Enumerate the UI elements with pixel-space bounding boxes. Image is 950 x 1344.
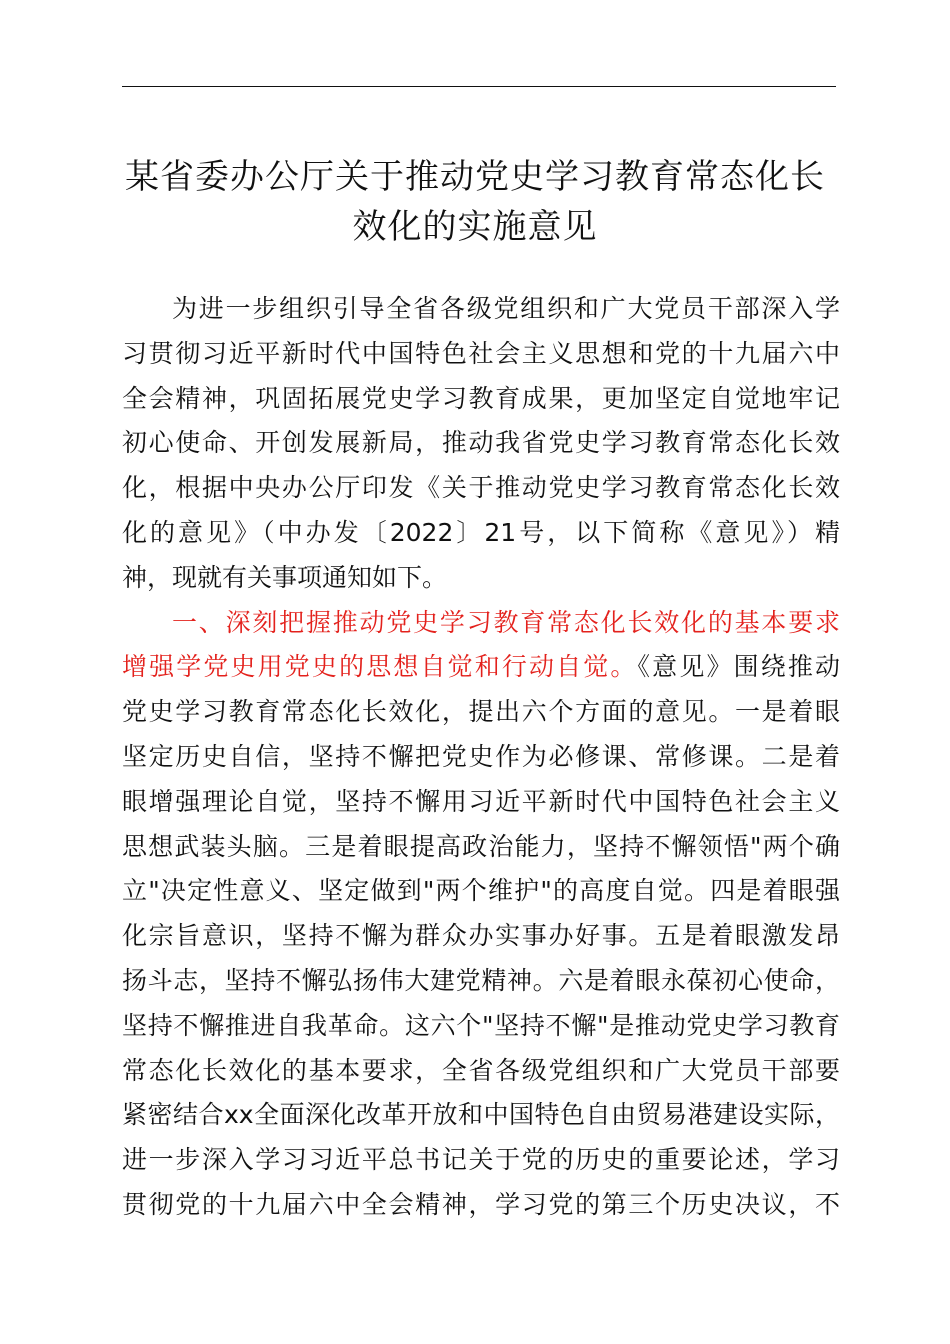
paragraph-line: 党史学习教育常态化长效化，提出六个方面的意见。一是着眼 [122, 697, 840, 727]
document-body [122, 287, 840, 1228]
document-title [100, 152, 850, 252]
paragraph-intro [122, 287, 840, 601]
paragraph-line: 扬斗志，坚持不懈弘扬伟大建党精神。六是着眼永葆初心使命， [122, 965, 840, 995]
paragraph-line: 神，现就有关事项通知如下。 [122, 562, 448, 592]
section-heading-line: 增强学党史用党史的思想自觉和行动自觉。 [122, 652, 638, 682]
paragraph-text: 《意见》围绕推动 [637, 652, 840, 682]
paragraph-line: 常态化长效化的基本要求，全省各级党组织和广大党员干部要 [122, 1055, 840, 1085]
paragraph-line: 紧密结合xx全面深化改革开放和中国特色自由贸易港建设实际， [122, 1100, 840, 1130]
header-rule [122, 86, 836, 87]
paragraph-line: 化的意见》（中办发〔2022〕21号，以下简称《意见》）精 [122, 517, 840, 547]
paragraph-line: 思想武装头脑。三是着眼提高政治能力，坚持不懈领悟"两个确 [122, 831, 840, 861]
paragraph-line: 眼增强理论自觉，坚持不懈用习近平新时代中国特色社会主义 [122, 786, 840, 816]
paragraph-line: 全会精神，巩固拓展党史学习教育成果，更加坚定自觉地牢记 [122, 383, 840, 413]
paragraph-line: 进一步深入学习习近平总书记关于党的历史的重要论述，学习 [122, 1145, 840, 1175]
paragraph-line: 坚持不懈推进自我革命。这六个"坚持不懈"是推动党史学习教育 [122, 1010, 840, 1040]
title-line-2: 效化的实施意见 [352, 207, 598, 247]
paragraph-line: 化宗旨意识，坚持不懈为群众办实事办好事。五是着眼激发昂 [122, 921, 840, 951]
section-heading-line: 一、深刻把握推动党史学习教育常态化长效化的基本要求 [172, 607, 840, 637]
paragraph-line: 坚定历史自信，坚持不懈把党史作为必修课、常修课。二是着 [122, 741, 840, 771]
paragraph-line: 化，根据中央办公厅印发《关于推动党史学习教育常态化长效 [122, 473, 840, 503]
title-line-1: 某省委办公厅关于推动党史学习教育常态化长 [125, 157, 825, 197]
paragraph-line: 初心使命、开创发展新局，推动我省党史学习教育常态化长效 [122, 428, 840, 458]
paragraph-line: 为进一步组织引导全省各级党组织和广大党员干部深入学 [172, 294, 840, 323]
paragraph-line: 立"决定性意义、坚定做到"两个维护"的高度自觉。四是着眼强 [122, 876, 840, 906]
paragraph-section-1 [122, 601, 840, 1228]
paragraph-line: 习贯彻习近平新时代中国特色社会主义思想和党的十九届六中 [122, 338, 840, 368]
paragraph-line: 贯彻党的十九届六中全会精神，学习党的第三个历史决议，不 [122, 1189, 840, 1219]
section-heading-mixed-line [122, 645, 840, 690]
